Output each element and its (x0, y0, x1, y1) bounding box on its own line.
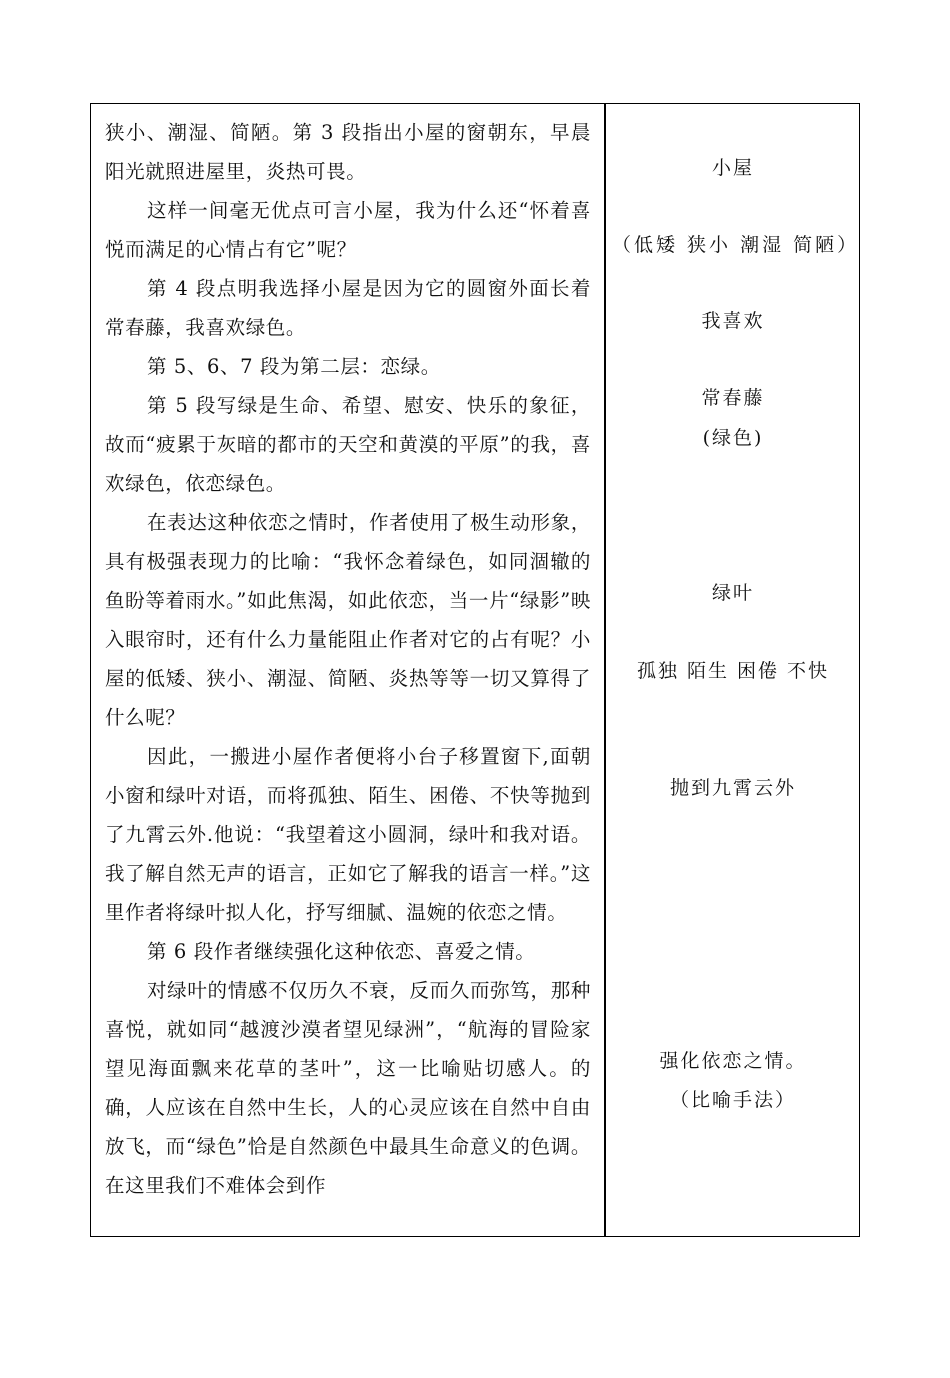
note-green: (绿色) (702, 427, 764, 449)
note-feelings: 孤独 陌生 困倦 不快 (636, 660, 830, 682)
paragraph-4: 第 5、6、7 段为第二层：恋绿。 (147, 355, 441, 378)
note-metaphor: （比喻手法） (669, 1089, 796, 1111)
notes-column (606, 103, 860, 1237)
paragraph-5: 第 5 段写绿是生命、希望、慰安、快乐的象征，故而“疲累于灰暗的都市的天空和黄漠的平原”的我，喜欢绿色，依恋绿色。 (105, 394, 591, 495)
paragraph-7: 因此，一搬进小屋作者便将小台子移置窗下,面朝小窗和绿叶对语，而将孤独、陌生、困倦、不快等抛到了九霄云外.他说：“我望着这小圆洞，绿叶和我对语。我了解自然无声的语言，正如它了解我的语言一样。”这里作者将绿叶拟人化，抒写细腻、温婉的依恋之情。 (105, 745, 591, 924)
paragraph-2: 这样一间毫无优点可言小屋，我为什么还“怀着喜悦而满足的心情占有它”呢？ (105, 199, 591, 261)
note-xiaowu: 小屋 (711, 157, 754, 179)
paragraph-1: 狭小、潮湿、简陋。第 3 段指出小屋的窗朝东，早晨阳光就照进屋里，炎热可畏。 (105, 121, 591, 183)
paragraph-9: 对绿叶的情感不仅历久不衰，反而久而弥笃，那种喜悦，就如同“越渡沙漠者望见绿洲”，“航海的冒险家望见海面飘来花草的茎叶”，这一比喻贴切感人。的确，人应该在自然中生长，人的心灵应该在自然中自由放飞，而“绿色”恰是自然颜色中最具生命意义的色调。在这里我们不难体会到作 (105, 979, 591, 1197)
paragraph-3: 第 4 段点明我选择小屋是因为它的圆窗外面长着常春藤，我喜欢绿色。 (105, 277, 591, 339)
note-cast-away: 抛到九霄云外 (669, 777, 796, 799)
paragraph-8: 第 6 段作者继续强化这种依恋、喜爱之情。 (147, 940, 536, 963)
note-i-like: 我喜欢 (701, 310, 765, 332)
paragraph-6: 在表达这种依恋之情时，作者使用了极生动形象，具有极强表现力的比喻：“我怀念着绿色，如同涸辙的鱼盼等着雨水。”如此焦渴，如此依恋，当一片“绿影”映入眼帘时，还有什么力量能阻止作者对它的占有呢？小屋的低矮、狭小、潮湿、简陋、炎热等等一切又算得了什么呢？ (105, 511, 591, 729)
note-ivy: 常春藤 (701, 387, 765, 409)
note-strengthen: 强化依恋之情。 (659, 1050, 807, 1072)
analysis-column (105, 113, 591, 1205)
note-room-traits: （低矮 狭小 潮湿 简陋） (612, 234, 860, 256)
note-green-leaves: 绿叶 (711, 582, 754, 604)
